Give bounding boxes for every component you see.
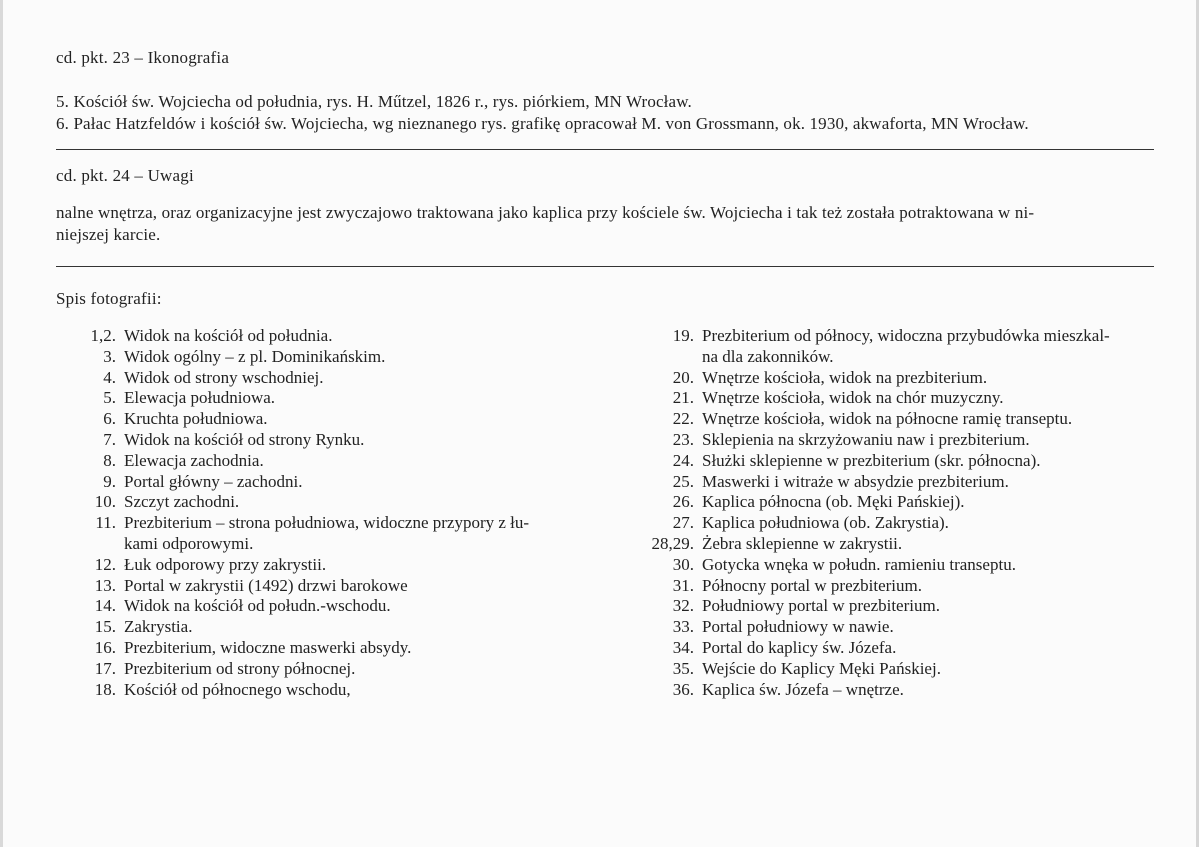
photo-description: Portal do kaplicy św. Józefa.: [702, 637, 897, 657]
photo-number: 15.: [94, 617, 116, 637]
photo-list-item: [56, 555, 529, 576]
photo-number: 36.: [672, 679, 694, 699]
section-24-line: nalne wnętrza, oraz organizacyjne jest zwyczajowo traktowana jako kaplica przy kościele św. Wojciecha i tak też została potraktowana w ni-: [56, 203, 1035, 222]
photo-number: 16.: [94, 637, 116, 657]
photo-number: 3.: [103, 346, 116, 366]
photo-list-item: [630, 409, 1110, 430]
photo-list-item: [56, 347, 529, 368]
photo-number: 25.: [672, 471, 694, 491]
photo-description: Prezbiterium od północy, widoczna przybudówka mieszkal-: [702, 326, 1110, 345]
photo-number: [630, 347, 702, 368]
photo-number: 4.: [103, 367, 116, 387]
photo-number: 20.: [672, 367, 694, 387]
photo-list-item: [630, 638, 1110, 659]
photo-description: Kaplica północna (ob. Męki Pańskiej).: [702, 492, 965, 512]
photo-description: Gotycka wnęka w połudn. ramieniu transeptu.: [702, 554, 1016, 574]
photo-number: 14.: [94, 596, 116, 616]
photo-description: Południowy portal w prezbiterium.: [702, 596, 940, 616]
photo-list-item: [630, 659, 1110, 680]
photo-list-item: [630, 534, 1110, 555]
photo-number: 11.: [95, 513, 116, 533]
photo-number: 5.: [103, 388, 116, 408]
photos-heading: Spis fotografii:: [56, 289, 162, 308]
photo-list-item: [56, 576, 529, 597]
photo-list-item: [630, 492, 1110, 513]
photo-list-item: [56, 492, 529, 513]
photo-list-item: [630, 680, 1110, 701]
photo-description: kami odporowymi.: [124, 533, 254, 553]
section-23-item: 6. Pałac Hatzfeldów i kościół św. Wojciecha, wg nieznanego rys. grafikę opracował M. von Grossmann, ok. 1930, akwaforta, MN Wrocław.: [56, 114, 1029, 133]
photo-number: 35.: [672, 658, 694, 678]
photo-description: Żebra sklepienne w zakrystii.: [702, 533, 903, 553]
photo-number: 27.: [672, 513, 694, 533]
photo-description: Portal główny – zachodni.: [124, 471, 303, 491]
photo-list-item: [56, 680, 529, 701]
photo-list-item: [56, 513, 529, 534]
photo-number: 7.: [103, 429, 116, 449]
photo-number: 24.: [672, 450, 694, 470]
section-24-heading: cd. pkt. 24 – Uwagi: [56, 166, 194, 185]
photo-description: Widok na kościół od południa.: [124, 326, 333, 345]
photo-description: Prezbiterium – strona południowa, widoczne przypory z łu-: [124, 513, 530, 533]
photo-description: Kościół od północnego wschodu,: [124, 679, 351, 699]
photo-number: 6.: [103, 409, 116, 429]
photo-description: Widok na kościół od połudn.-wschodu.: [124, 596, 391, 616]
photo-list-item: [630, 596, 1110, 617]
photo-description: Elewacja południowa.: [124, 388, 276, 408]
photo-description: Widok od strony wschodniej.: [124, 367, 324, 387]
photo-number: 34.: [672, 637, 694, 657]
photo-list-item: [630, 513, 1110, 534]
photo-list-item: [630, 347, 1110, 368]
photo-number: 18.: [94, 679, 116, 699]
photo-number: 21.: [672, 388, 694, 408]
photo-number: 9.: [103, 471, 116, 491]
photo-number: 32.: [672, 596, 694, 616]
photo-description: Zakrystia.: [124, 617, 193, 637]
photo-number: 22.: [672, 409, 694, 429]
photo-description: Elewacja zachodnia.: [124, 450, 264, 470]
section-24-line: niejszej karcie.: [56, 225, 161, 244]
photo-number: 12.: [94, 554, 116, 574]
photo-description: Prezbiterium, widoczne maswerki absydy.: [124, 637, 412, 657]
photo-description: na dla zakonników.: [702, 346, 834, 366]
photo-number: 19.: [672, 326, 694, 345]
photo-number: 23.: [672, 429, 694, 449]
divider: [56, 266, 1154, 267]
photo-number: 30.: [672, 554, 694, 574]
photo-description: Służki sklepienne w prezbiterium (skr. północna).: [702, 450, 1041, 470]
photo-list-right: [630, 326, 1110, 700]
photo-list-item: [56, 388, 529, 409]
photo-description: Widok na kościół od strony Rynku.: [124, 429, 365, 449]
photo-description: Wnętrze kościoła, widok na prezbiterium.: [702, 367, 988, 387]
scan-edge-left: [0, 0, 3, 847]
photo-number: 17.: [94, 658, 116, 678]
photo-list-item: [630, 451, 1110, 472]
photo-description: Maswerki i witraże w absydzie prezbiterium.: [702, 471, 1009, 491]
photo-description: Północny portal w prezbiterium.: [702, 575, 923, 595]
photo-number: 8.: [103, 450, 116, 470]
photo-number: 31.: [672, 575, 694, 595]
photo-number: 10.: [94, 492, 116, 512]
photo-list-item: [630, 617, 1110, 638]
photo-description: Sklepienia na skrzyżowaniu naw i prezbiterium.: [702, 429, 1030, 449]
photo-list-item: [630, 326, 1110, 347]
photo-description: Portal w zakrystii (1492) drzwi barokowe: [124, 575, 408, 595]
photo-list-item: [56, 617, 529, 638]
photo-list-item: [630, 430, 1110, 451]
photo-description: Szczyt zachodni.: [124, 492, 240, 512]
photo-list-item: [56, 430, 529, 451]
photo-list-item: [630, 368, 1110, 389]
photo-list-item: [630, 472, 1110, 493]
photo-list-item: [56, 534, 529, 555]
photo-description: Widok ogólny – z pl. Dominikańskim.: [124, 346, 386, 366]
photo-list-item: [56, 596, 529, 617]
photo-description: Łuk odporowy przy zakrystii.: [124, 554, 327, 574]
photo-list-item: [56, 409, 529, 430]
section-23-heading: cd. pkt. 23 – Ikonografia: [56, 48, 230, 67]
photo-description: Wejście do Kaplicy Męki Pańskiej.: [702, 658, 941, 678]
photo-list-item: [56, 472, 529, 493]
section-23-item: 5. Kościół św. Wojciecha od południa, rys. H. Műtzel, 1826 r., rys. piórkiem, MN Wrocław.: [56, 92, 692, 111]
photo-list-item: [630, 388, 1110, 409]
photo-list-item: [630, 576, 1110, 597]
photo-list-item: [56, 638, 529, 659]
divider: [56, 149, 1154, 150]
photo-description: Kaplica południowa (ob. Zakrystia).: [702, 513, 949, 533]
photo-number: 33.: [672, 617, 694, 637]
photo-list-left: [56, 326, 529, 700]
photo-list-item: [56, 659, 529, 680]
photo-number: 1,2.: [90, 326, 116, 345]
photo-list-item: [56, 326, 529, 347]
photo-number: 13.: [94, 575, 116, 595]
photo-description: Wnętrze kościoła, widok na północne ramię transeptu.: [702, 409, 1073, 429]
photo-list-item: [56, 368, 529, 389]
photo-number: [56, 534, 124, 555]
photo-list-item: [56, 451, 529, 472]
photo-description: Kaplica św. Józefa – wnętrze.: [702, 679, 904, 699]
photo-number: 28,29.: [651, 533, 694, 553]
photo-description: Prezbiterium od strony północnej.: [124, 658, 356, 678]
photo-description: Portal południowy w nawie.: [702, 617, 894, 637]
photo-number: 26.: [672, 492, 694, 512]
photo-description: Wnętrze kościoła, widok na chór muzyczny.: [702, 388, 1004, 408]
photo-description: Kruchta południowa.: [124, 409, 268, 429]
photo-list-item: [630, 555, 1110, 576]
